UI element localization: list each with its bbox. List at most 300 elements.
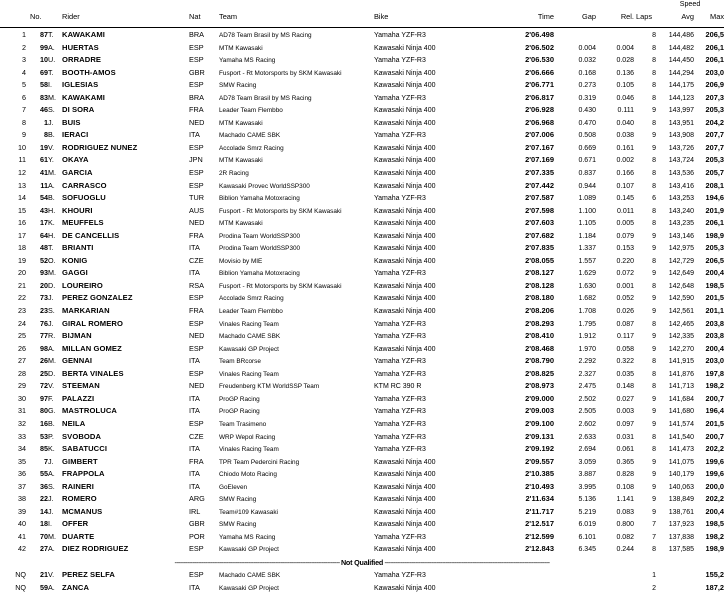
header-rider[interactable]: Rider bbox=[62, 12, 80, 21]
table-row[interactable] bbox=[0, 230, 724, 243]
row-speed-max bbox=[694, 79, 724, 92]
row-nationality-value: ITA bbox=[189, 393, 200, 403]
table-row[interactable] bbox=[0, 506, 724, 519]
row-speed-max bbox=[694, 493, 724, 506]
row-gap-value: 0.669 bbox=[578, 144, 596, 152]
row-position-value: 2 bbox=[22, 42, 26, 52]
row-gap bbox=[554, 67, 596, 80]
row-speed-max bbox=[694, 318, 724, 331]
row-bike-value: Yamaha YZF-R3 bbox=[374, 320, 426, 328]
row-laps-value: 8 bbox=[652, 207, 656, 215]
row-bike bbox=[374, 506, 484, 519]
row-rel-value: 0.082 bbox=[616, 533, 634, 541]
row-time bbox=[484, 582, 554, 595]
row-rider-initial bbox=[48, 129, 62, 142]
row-team-value: Biblion Yamaha Motoxracing bbox=[219, 270, 300, 278]
row-laps-value: 9 bbox=[652, 308, 656, 316]
row-rider-number-value: 54 bbox=[40, 193, 48, 203]
table-row[interactable] bbox=[0, 569, 724, 582]
row-time bbox=[484, 405, 554, 418]
row-gap bbox=[554, 318, 596, 331]
row-time bbox=[484, 330, 554, 343]
row-team bbox=[219, 506, 374, 519]
row-laps bbox=[634, 117, 656, 130]
row-gap-value: 1.708 bbox=[578, 308, 596, 316]
row-speed-max bbox=[694, 142, 724, 155]
row-speed-max bbox=[694, 292, 724, 305]
row-team-value: Accolade Smrz Racing bbox=[219, 295, 284, 303]
row-rel-value: 0.244 bbox=[616, 546, 634, 554]
row-rel-value: 0.087 bbox=[616, 320, 634, 328]
row-speed-max bbox=[694, 481, 724, 494]
table-row[interactable] bbox=[0, 380, 724, 393]
row-rider-initial-value: D. bbox=[48, 280, 56, 290]
table-row[interactable] bbox=[0, 481, 724, 494]
row-rel bbox=[596, 305, 634, 318]
row-time bbox=[484, 305, 554, 318]
row-time-value: 2'07.167 bbox=[525, 142, 554, 152]
row-time bbox=[484, 292, 554, 305]
row-rider-lastname-value: DUARTE bbox=[62, 531, 95, 541]
row-rider-lastname-value: PALAZZI bbox=[62, 393, 95, 403]
row-gap-value: 1.337 bbox=[578, 245, 596, 253]
row-nationality-value: ITA bbox=[189, 268, 200, 278]
row-speed-avg-value: 144,175 bbox=[668, 82, 694, 90]
row-rider-lastname-value: ROMERO bbox=[62, 494, 97, 504]
row-position bbox=[0, 330, 26, 343]
row-position-value: 35 bbox=[18, 456, 26, 466]
row-position bbox=[0, 456, 26, 469]
row-nationality bbox=[189, 418, 219, 431]
row-gap-value: 1.105 bbox=[578, 220, 596, 228]
table-row[interactable] bbox=[0, 42, 724, 55]
table-row[interactable] bbox=[0, 493, 724, 506]
row-laps-value: 8 bbox=[652, 44, 656, 52]
row-laps-value: 9 bbox=[652, 408, 656, 416]
row-position bbox=[0, 405, 26, 418]
table-row[interactable] bbox=[0, 543, 724, 556]
row-rider-number bbox=[26, 205, 48, 218]
row-rider-initial bbox=[48, 355, 62, 368]
row-rider-initial bbox=[48, 67, 62, 80]
row-laps bbox=[634, 205, 656, 218]
row-speed-avg bbox=[656, 582, 694, 595]
header-time[interactable]: Time bbox=[537, 12, 554, 21]
row-position bbox=[0, 230, 26, 243]
spacer-bike bbox=[374, 0, 484, 12]
table-row[interactable] bbox=[0, 54, 724, 67]
row-rel-value: 0.083 bbox=[616, 508, 634, 516]
row-laps-value: 8 bbox=[652, 358, 656, 366]
row-rider-lastname-value: KONIG bbox=[62, 255, 88, 265]
row-gap bbox=[554, 531, 596, 544]
table-row[interactable] bbox=[0, 92, 724, 105]
row-bike bbox=[374, 543, 484, 556]
row-position-value: 40 bbox=[18, 519, 26, 529]
row-gap bbox=[554, 79, 596, 92]
row-speed-max-value: 203,0 bbox=[705, 67, 724, 77]
row-rider-initial-value: H. bbox=[48, 205, 56, 215]
row-nationality bbox=[189, 531, 219, 544]
row-team-value: Team Trasimeno bbox=[219, 420, 267, 428]
row-nationality-value: ITA bbox=[189, 469, 200, 479]
table-row[interactable] bbox=[0, 217, 724, 230]
row-rel-value: 0.027 bbox=[616, 395, 634, 403]
row-position-value: 33 bbox=[18, 431, 26, 441]
table-row[interactable] bbox=[0, 355, 724, 368]
row-laps-value: 9 bbox=[652, 458, 656, 466]
header-laps[interactable]: Laps bbox=[636, 12, 653, 21]
table-row[interactable] bbox=[0, 205, 724, 218]
row-rider-initial bbox=[48, 543, 62, 556]
row-rider-initial bbox=[48, 167, 62, 180]
row-gap bbox=[554, 418, 596, 431]
row-position-value: 7 bbox=[22, 105, 26, 115]
row-position-value: 5 bbox=[22, 80, 26, 90]
row-rider-lastname bbox=[62, 493, 189, 506]
row-nationality bbox=[189, 582, 219, 595]
row-gap bbox=[554, 29, 596, 42]
row-rider-initial-value: J. bbox=[48, 293, 54, 303]
row-rider-initial-value: S. bbox=[48, 306, 55, 316]
spacer-pos bbox=[0, 0, 26, 12]
row-rider-number bbox=[26, 79, 48, 92]
row-time bbox=[484, 506, 554, 519]
table-row[interactable] bbox=[0, 255, 724, 268]
row-speed-max-value: 201,1 bbox=[705, 306, 724, 316]
not-qualified-separator-row bbox=[0, 556, 724, 569]
table-row[interactable] bbox=[0, 443, 724, 456]
row-laps-value: 8 bbox=[652, 69, 656, 77]
row-rider-initial-value: K. bbox=[48, 444, 55, 454]
row-position bbox=[0, 543, 26, 556]
row-speed-max bbox=[694, 180, 724, 193]
row-rider-number bbox=[26, 292, 48, 305]
row-rider-number bbox=[26, 29, 48, 42]
row-team-value: Yamaha MS Racing bbox=[219, 57, 276, 65]
table-row[interactable] bbox=[0, 318, 724, 331]
row-rider-lastname bbox=[62, 180, 189, 193]
row-nationality bbox=[189, 129, 219, 142]
row-rider-number bbox=[26, 393, 48, 406]
row-speed-avg bbox=[656, 117, 694, 130]
row-speed-avg-value: 143,724 bbox=[668, 157, 694, 165]
row-bike bbox=[374, 167, 484, 180]
row-bike bbox=[374, 117, 484, 130]
row-team bbox=[219, 543, 374, 556]
row-speed-avg bbox=[656, 242, 694, 255]
row-rider-initial-value: S. bbox=[48, 481, 55, 491]
row-time-value: 2'07.587 bbox=[525, 193, 554, 203]
header-speed-max[interactable]: Max bbox=[710, 12, 724, 21]
table-row[interactable] bbox=[0, 368, 724, 381]
row-team-value: Prodina Team WorldSSP300 bbox=[219, 245, 301, 253]
row-bike bbox=[374, 418, 484, 431]
table-row[interactable] bbox=[0, 154, 724, 167]
row-speed-max bbox=[694, 280, 724, 293]
row-gap bbox=[554, 167, 596, 180]
row-time-value: 2'09.000 bbox=[525, 393, 554, 403]
row-speed-max-value: 198,9 bbox=[705, 230, 724, 240]
row-nationality-value: NED bbox=[189, 117, 205, 127]
row-nationality-value: ESP bbox=[189, 368, 204, 378]
row-nationality-value: ESP bbox=[189, 418, 204, 428]
row-time-value: 2'06.498 bbox=[525, 30, 554, 39]
row-nationality bbox=[189, 468, 219, 481]
row-rider-initial bbox=[48, 330, 62, 343]
table-row[interactable] bbox=[0, 242, 724, 255]
row-laps bbox=[634, 230, 656, 243]
row-rider-lastname bbox=[62, 355, 189, 368]
row-nationality-value: NED bbox=[189, 218, 205, 228]
table-row[interactable] bbox=[0, 343, 724, 356]
row-time-value: 2'08.206 bbox=[525, 306, 554, 316]
header-speed-group: Speed bbox=[679, 0, 701, 8]
row-team bbox=[219, 217, 374, 230]
row-bike bbox=[374, 129, 484, 142]
row-gap-value: 2.502 bbox=[578, 395, 596, 403]
row-rider-lastname bbox=[62, 29, 189, 42]
row-nationality-value: ITA bbox=[189, 243, 200, 253]
row-team bbox=[219, 292, 374, 305]
row-rider-lastname bbox=[62, 569, 189, 582]
row-rel bbox=[596, 343, 634, 356]
row-rider-initial bbox=[48, 393, 62, 406]
table-row[interactable] bbox=[0, 330, 724, 343]
row-nationality-value: BRA bbox=[189, 30, 205, 39]
table-row[interactable] bbox=[0, 180, 724, 193]
row-position-value: 23 bbox=[18, 306, 26, 316]
row-position-value: 19 bbox=[18, 255, 26, 265]
row-laps-value: 7 bbox=[652, 533, 656, 541]
table-row[interactable] bbox=[0, 431, 724, 444]
row-time bbox=[484, 242, 554, 255]
table-row[interactable] bbox=[0, 456, 724, 469]
row-rider-number-value: 87 bbox=[40, 30, 48, 39]
row-nationality bbox=[189, 431, 219, 444]
table-row[interactable] bbox=[0, 393, 724, 406]
row-rider-number bbox=[26, 405, 48, 418]
row-position bbox=[0, 493, 26, 506]
row-rider-initial-value: M. bbox=[48, 356, 56, 366]
row-gap-value: 3.887 bbox=[578, 471, 596, 479]
row-laps bbox=[634, 405, 656, 418]
row-nationality-value: ESP bbox=[189, 80, 204, 90]
row-position bbox=[0, 79, 26, 92]
row-bike-value: Yamaha YZF-R3 bbox=[374, 132, 426, 140]
row-rel bbox=[596, 192, 634, 205]
row-speed-avg bbox=[656, 456, 694, 469]
table-row[interactable] bbox=[0, 418, 724, 431]
row-rider-number-value: 14 bbox=[40, 506, 48, 516]
table-row[interactable] bbox=[0, 468, 724, 481]
row-nationality bbox=[189, 205, 219, 218]
row-nationality bbox=[189, 230, 219, 243]
row-time-value: 2'08.055 bbox=[525, 255, 554, 265]
row-rider-initial bbox=[48, 468, 62, 481]
row-gap-value: 1.184 bbox=[578, 232, 596, 240]
row-speed-avg bbox=[656, 217, 694, 230]
row-position bbox=[0, 393, 26, 406]
row-bike bbox=[374, 280, 484, 293]
row-nationality bbox=[189, 393, 219, 406]
row-team-value: Team#109 Kawasaki bbox=[219, 508, 278, 516]
row-gap-value: 6.345 bbox=[578, 546, 596, 554]
row-team bbox=[219, 205, 374, 218]
table-row[interactable] bbox=[0, 104, 724, 117]
header-number[interactable]: No. bbox=[30, 12, 42, 21]
row-speed-avg bbox=[656, 79, 694, 92]
row-rider-number-value: 8 bbox=[44, 130, 48, 140]
row-team-value: 2R Racing bbox=[219, 170, 249, 178]
row-speed-max-value: 206,1 bbox=[705, 55, 724, 65]
row-rider-number bbox=[26, 582, 48, 595]
row-rider-number-value: 53 bbox=[40, 431, 48, 441]
row-laps-value: 8 bbox=[652, 370, 656, 378]
row-speed-avg-value: 142,649 bbox=[668, 270, 694, 278]
table-row[interactable] bbox=[0, 167, 724, 180]
row-rider-lastname bbox=[62, 506, 189, 519]
table-row[interactable] bbox=[0, 405, 724, 418]
row-team-value: Kawasaki GP Project bbox=[219, 546, 279, 554]
row-speed-max bbox=[694, 569, 724, 582]
row-bike-value: Yamaha YZF-R3 bbox=[374, 395, 426, 403]
table-row[interactable] bbox=[0, 531, 724, 544]
row-rider-lastname-value: MEUFFELS bbox=[62, 218, 104, 228]
row-nationality bbox=[189, 543, 219, 556]
table-row[interactable] bbox=[0, 129, 724, 142]
separator-dashes-left: -------------------------------------------------------------------------------------------- bbox=[174, 557, 341, 567]
row-speed-max bbox=[694, 393, 724, 406]
table-row[interactable] bbox=[0, 117, 724, 130]
row-laps bbox=[634, 582, 656, 595]
row-bike-value: Kawasaki Ninja 400 bbox=[374, 257, 436, 265]
row-rider-number-value: 10 bbox=[40, 55, 48, 65]
header-speed-avg[interactable]: Avg bbox=[681, 12, 694, 21]
row-gap-value: 1.795 bbox=[578, 320, 596, 328]
row-rider-lastname-value: OKAYA bbox=[62, 155, 89, 165]
row-time-value: 2'07.835 bbox=[525, 243, 554, 253]
row-rider-initial-value: U. bbox=[48, 55, 56, 65]
row-position-value: NQ bbox=[15, 582, 26, 592]
row-bike bbox=[374, 205, 484, 218]
row-gap-value: 3.995 bbox=[578, 483, 596, 491]
row-rel-value: 0.365 bbox=[616, 458, 634, 466]
row-rider-initial-value: T. bbox=[48, 67, 54, 77]
row-position bbox=[0, 468, 26, 481]
row-rel bbox=[596, 267, 634, 280]
row-nationality-value: ESP bbox=[189, 343, 204, 353]
row-speed-avg bbox=[656, 29, 694, 42]
header-rel[interactable]: Rel. bbox=[620, 12, 634, 21]
table-row[interactable] bbox=[0, 305, 724, 318]
row-time bbox=[484, 42, 554, 55]
row-rider-number-value: 97 bbox=[40, 393, 48, 403]
table-row[interactable] bbox=[0, 192, 724, 205]
row-speed-avg bbox=[656, 180, 694, 193]
row-rider-number bbox=[26, 142, 48, 155]
row-bike-value: Yamaha YZF-R3 bbox=[374, 370, 426, 378]
row-time bbox=[484, 230, 554, 243]
row-rel bbox=[596, 405, 634, 418]
row-position-value: 22 bbox=[18, 293, 26, 303]
row-speed-avg-value: 144,450 bbox=[668, 57, 694, 65]
spacer-gap bbox=[554, 0, 596, 12]
table-row[interactable] bbox=[0, 29, 724, 42]
row-position bbox=[0, 142, 26, 155]
row-laps bbox=[634, 104, 656, 117]
row-speed-avg-value: 140,063 bbox=[668, 483, 694, 491]
speed-group-row bbox=[0, 0, 724, 12]
row-rider-number-value: 61 bbox=[40, 155, 48, 165]
header-position[interactable] bbox=[0, 12, 26, 27]
row-team bbox=[219, 468, 374, 481]
row-speed-avg bbox=[656, 506, 694, 519]
row-rider-lastname-value: STEEMAN bbox=[62, 381, 100, 391]
row-bike-value: Kawasaki Ninja 400 bbox=[374, 157, 436, 165]
row-speed-avg-value: 144,486 bbox=[668, 32, 694, 39]
row-rider-number-value: 27 bbox=[40, 544, 48, 554]
table-row[interactable] bbox=[0, 292, 724, 305]
row-gap-value: 0.508 bbox=[578, 132, 596, 140]
row-rider-lastname bbox=[62, 255, 189, 268]
row-team bbox=[219, 180, 374, 193]
row-position bbox=[0, 104, 26, 117]
row-team-value: MTM Kawasaki bbox=[219, 220, 263, 228]
row-speed-avg-value: 142,975 bbox=[668, 245, 694, 253]
row-rider-initial-value: B. bbox=[48, 418, 55, 428]
row-team-value: ProGP Racing bbox=[219, 408, 260, 416]
table-row[interactable] bbox=[0, 79, 724, 92]
table-row[interactable] bbox=[0, 582, 724, 595]
spacer-laps bbox=[634, 0, 656, 12]
row-laps bbox=[634, 67, 656, 80]
row-speed-avg bbox=[656, 481, 694, 494]
row-team-value: TPR Team Pedercini Racing bbox=[219, 458, 300, 466]
row-rel bbox=[596, 54, 634, 67]
row-team bbox=[219, 129, 374, 142]
row-nationality bbox=[189, 493, 219, 506]
row-rel-value: 0.108 bbox=[616, 483, 634, 491]
row-rider-number bbox=[26, 380, 48, 393]
row-bike-value: Yamaha YZF-R3 bbox=[374, 333, 426, 341]
row-rider-initial bbox=[48, 305, 62, 318]
header-bike[interactable]: Bike bbox=[374, 12, 389, 21]
row-gap bbox=[554, 443, 596, 456]
row-rel bbox=[596, 569, 634, 582]
row-speed-avg-value: 143,240 bbox=[668, 207, 694, 215]
row-rider-number-value: 16 bbox=[40, 418, 48, 428]
row-gap bbox=[554, 217, 596, 230]
header-team[interactable]: Team bbox=[219, 12, 238, 21]
table-row[interactable] bbox=[0, 267, 724, 280]
table-row[interactable] bbox=[0, 67, 724, 80]
table-row[interactable] bbox=[0, 280, 724, 293]
table-row[interactable] bbox=[0, 142, 724, 155]
table-row[interactable] bbox=[0, 518, 724, 531]
row-rider-number bbox=[26, 267, 48, 280]
header-nat[interactable]: Nat bbox=[189, 12, 201, 21]
row-rider-lastname bbox=[62, 217, 189, 230]
row-speed-max-value: 197,8 bbox=[705, 368, 724, 378]
row-rel-value: 0.800 bbox=[616, 521, 634, 529]
header-gap[interactable]: Gap bbox=[582, 12, 596, 21]
row-rider-initial bbox=[48, 493, 62, 506]
row-gap-value: 0.837 bbox=[578, 170, 596, 178]
row-speed-avg-value: 142,335 bbox=[668, 333, 694, 341]
row-rider-initial bbox=[48, 192, 62, 205]
row-laps-value: 9 bbox=[652, 420, 656, 428]
